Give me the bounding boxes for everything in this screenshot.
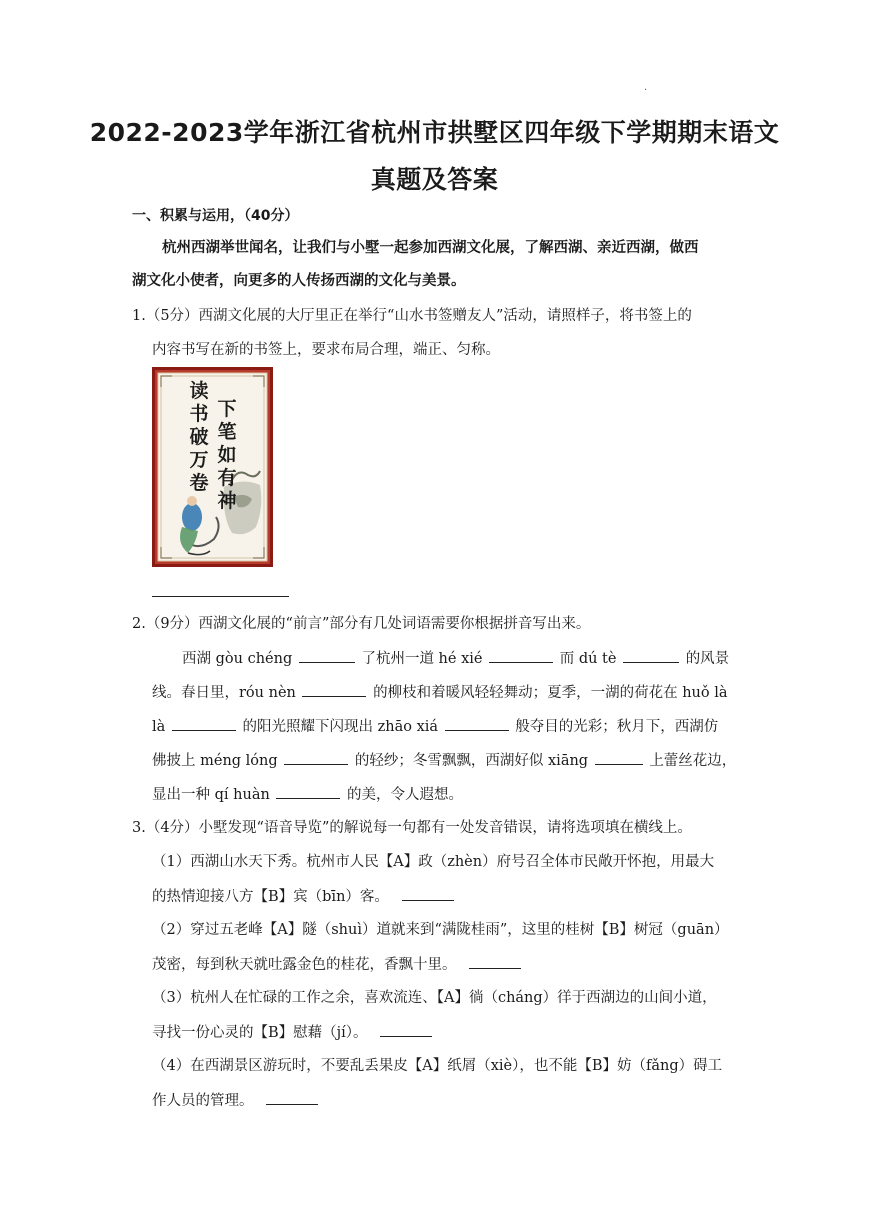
bookmark-char: 万 (189, 449, 209, 471)
q2-blank-huola[interactable] (172, 716, 236, 731)
q2-text: 般夺目的光彩；秋月下，西湖仿 (515, 719, 719, 735)
bookmark-char: 破 (189, 426, 209, 448)
page-dot: . (644, 82, 648, 93)
q3-sentence-4a: （4）在西湖景区游玩时，不要乱丢果皮【A】纸屑（xiè），也不能【B】妨（fǎng）碍工 (152, 1058, 723, 1074)
bookmark-char: 卷 (189, 472, 209, 494)
q3-line-1: 3.（4分）小墅发现“语音导览”的解说每一句都有一处发音错误，请将选项填在横线上。 (132, 820, 692, 836)
q2-blank-menglong[interactable] (284, 750, 348, 765)
q3-sentence-2b (152, 954, 523, 975)
bookmark-char: 读 (189, 380, 209, 402)
q3-sentence-4b (152, 1090, 320, 1111)
q3-text: 寻找一份心灵的【B】慰藉（jí）。 (152, 1025, 368, 1041)
q1-answer-line[interactable] (152, 596, 289, 597)
bookmark-right-column (215, 398, 239, 513)
q2-blank-hexie[interactable] (489, 648, 553, 663)
q3-blank-3[interactable] (380, 1022, 432, 1037)
q2-text: 的美，令人遐想。 (347, 787, 464, 803)
doc-title-line2: 真题及答案 (370, 165, 499, 194)
q2-text: 线。春日里，róu nèn (152, 685, 296, 701)
q3-text: 作人员的管理。 (152, 1093, 254, 1109)
bookmark-image (152, 367, 273, 567)
bookmark-char: 有 (217, 467, 237, 489)
bookmark-char: 下 (217, 398, 237, 420)
q2-text: 而 dú tè (559, 651, 617, 667)
section-heading: 一、积累与运用，（40分） (132, 208, 299, 224)
bookmark-left-column (187, 380, 211, 495)
q2-text: 的阳光照耀下闪现出 zhāo xiá (242, 719, 439, 735)
q2-paragraph-line-2 (152, 682, 728, 703)
q3-sentence-1b (152, 886, 456, 907)
q2-text: 上蕾丝花边， (649, 753, 737, 769)
q2-blank-rounen[interactable] (302, 682, 366, 697)
q3-text: 茂密，每到秋天就吐露金色的桂花，香飘十里。 (152, 957, 457, 973)
q2-blank-qihuan[interactable] (276, 784, 340, 799)
q3-sentence-3b (152, 1022, 434, 1043)
q2-text: 显出一种 qí huàn (152, 787, 270, 803)
q2-text: 的柳枝和着暖风轻轻舞动；夏季，一湖的荷花在 huǒ là (373, 685, 728, 701)
q3-text: 的热情迎接八方【B】宾（bīn）客。 (152, 889, 389, 905)
q2-text: 佛披上 méng lóng (152, 753, 278, 769)
q2-blank-xiang[interactable] (595, 750, 643, 765)
q2-paragraph-line-4 (152, 750, 736, 771)
q2-text: 的风景 (685, 651, 730, 667)
q2-blank-zhaoxia[interactable] (445, 716, 509, 731)
bookmark-char: 如 (217, 444, 237, 466)
q1-line-1: 1.（5分）西湖文化展的大厅里正在举行“山水书签赠友人”活动，请照样子，将书签上的 (132, 308, 692, 324)
q3-blank-4[interactable] (266, 1090, 318, 1105)
doc-title-line1: 2022-2023学年浙江省杭州市拱墅区四年级下学期期末语文 (89, 118, 780, 147)
q2-line-1: 2.（9分）西湖文化展的“前言”部分有几处词语需要你根据拼音写出来。 (132, 616, 591, 632)
intro-line-1: 杭州西湖举世闻名，让我们与小墅一起参加西湖文化展，了解西湖、亲近西湖，做西 (162, 240, 699, 256)
q3-sentence-1a: （1）西湖山水天下秀。杭州市人民【A】政（zhèn）府号召全体市民敞开怀抱，用最大 (152, 854, 715, 870)
q2-text: 了杭州一道 hé xié (361, 651, 483, 667)
bookmark-char: 神 (217, 490, 237, 512)
intro-line-2: 湖文化小使者，向更多的人传扬西湖的文化与美景。 (132, 273, 466, 289)
q2-text: 西湖 gòu chéng (182, 651, 293, 667)
q1-line-2: 内容书写在新的书签上，要求布局合理，端正、匀称。 (152, 342, 500, 358)
q2-text: là (152, 719, 166, 735)
q2-paragraph-line-5 (152, 784, 463, 805)
q2-paragraph-line-3 (152, 716, 718, 737)
bookmark-char: 笔 (217, 421, 237, 443)
q2-text: 的轻纱；冬雪飘飘，西湖好似 xiāng (354, 753, 589, 769)
q2-blank-dute[interactable] (623, 648, 679, 663)
q3-sentence-2a: （2）穿过五老峰【A】隧（shuì）道就来到“满陇桂雨”，这里的桂树【B】树冠（guān） (152, 922, 729, 938)
q3-blank-2[interactable] (469, 954, 521, 969)
bookmark-char: 书 (189, 403, 209, 425)
q2-paragraph-line-1 (182, 648, 729, 669)
q2-blank-goucheng[interactable] (299, 648, 355, 663)
q3-blank-1[interactable] (402, 886, 454, 901)
q3-sentence-3a: （3）杭州人在忙碌的工作之余，喜欢流连、【A】徜（cháng）徉于西湖边的山间小道， (152, 990, 717, 1006)
